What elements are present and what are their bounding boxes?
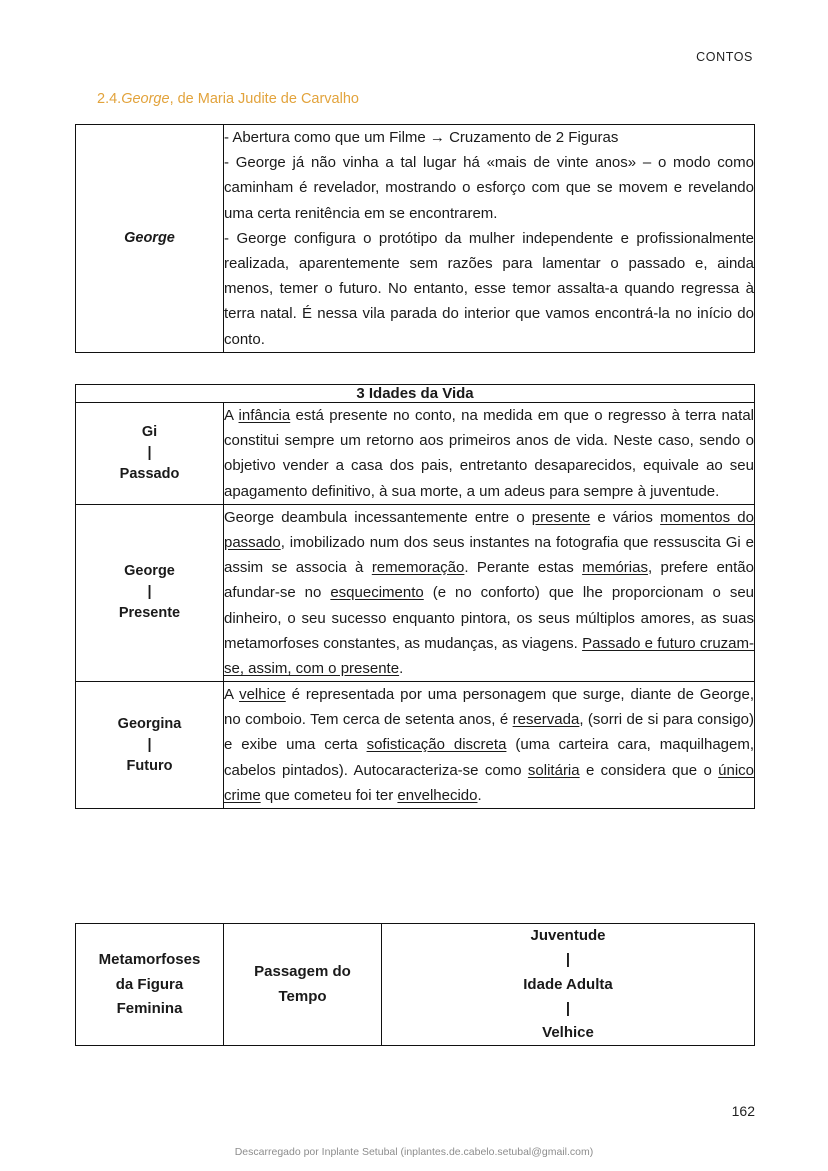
label-line-bottom: Passado: [119, 465, 180, 482]
stack-line: Feminina: [116, 999, 183, 1017]
label-line-top: Georgina: [117, 715, 182, 732]
paragraph: A infância está presente no conto, na medida em que o regresso à terra natal constitui sempre um retorno aos primeiros anos de vida. Neste caso, sendo o objetivo vender a casa dos pais, entretanto desaparecidos, equivale ao seu apagamento definitivo, à sua morte, a um adeus para sempre à juventude.: [224, 407, 754, 500]
section-work-title: George: [121, 91, 170, 107]
table-header-row: [76, 385, 755, 403]
row-content-gi-passado: [224, 403, 755, 505]
label-line-bar: |: [147, 736, 152, 753]
row-label-george: George: [76, 125, 224, 353]
row-label-george-presente: [76, 504, 224, 681]
table-row: [76, 125, 755, 353]
running-header: CONTOS: [696, 50, 753, 64]
table-row: [76, 924, 755, 1046]
table-row: [76, 682, 755, 809]
label-line-top: George: [124, 563, 175, 580]
row-label-gi-passado: [76, 403, 224, 505]
section-author: , de Maria Judite de Carvalho: [169, 91, 359, 107]
table-row: [76, 504, 755, 681]
page-number: 162: [731, 1103, 755, 1119]
stack-line: Passagem do: [254, 963, 351, 981]
stack-line: Juventude: [530, 927, 606, 944]
label-line-bottom: Futuro: [126, 757, 173, 774]
stack-line-bar: |: [565, 951, 571, 969]
download-watermark: Descarregado por Inplante Setubal (inplantes.de.cabelo.setubal@gmail.com): [234, 1146, 594, 1158]
table-metamorfoses: [75, 923, 755, 1046]
paragraph: George deambula incessantemente entre o presente e vários momentos do passado, imobilizado num dos seus instantes na fotografia que ressuscita Gi e assim se associa à rememoração. Perante estas memórias, prefere então afundar-se no esquecimento (e no conforto) que lhe proporcionam o seu dinheiro, o seu sucesso enquanto pintora, os seus múltiplos amores, as suas metamorfoses constantes, as mudanças, as viagens. Passado e futuro cruzam-se, assim, com o presente.: [224, 508, 755, 677]
cell-passagem-do-tempo: [224, 924, 382, 1046]
row-content-georgina-futuro: [224, 682, 755, 809]
section-number: 2.4.: [97, 91, 122, 107]
label-line-bar: |: [147, 444, 152, 461]
row-label-georgina-futuro: [76, 682, 224, 809]
row-content-george: [224, 125, 755, 353]
label-line-bottom: Presente: [118, 605, 181, 622]
label-line-top: Gi: [141, 423, 158, 440]
table-title-3-idades: 3 Idades da Vida: [76, 385, 755, 403]
paragraph: A velhice é representada por uma personagem que surge, diante de George, no comboio. Tem cerca de setenta anos, é reservada, (sorri de si para consigo) e exibe uma certa sofisticação discreta (uma carteira cara, maquilhagem, cabelos pintados). Autocaracteriza-se como solitária e considera que o único crime que cometeu foi ter envelhecido.: [224, 686, 755, 804]
page-title: [97, 91, 359, 107]
paragraph-2: - George já não vinha a tal lugar há «mais de vinte anos» – o modo como caminham é revelador, mostrando o esforço com que se movem e revelando uma certa renitência em se encontrarem.: [224, 154, 754, 222]
paragraph-3: - George configura o protótipo da mulher independente e profissionalmente realizada, aparentemente sem razões para lamentar o passado e, ainda menos, temer o futuro. No entanto, esse temor assalta-a quando regressa à terra natal. É nessa vila parada do interior que vamos encontrá-la no início do conto.: [224, 229, 754, 348]
cell-idades-sequence: [382, 924, 755, 1046]
table-george: [75, 124, 755, 353]
stack-line: Idade Adulta: [523, 975, 613, 993]
row-content-george-presente: [224, 504, 755, 681]
table-row: [76, 403, 755, 505]
stack-line: Metamorfoses: [98, 951, 201, 969]
stack-line-bar: |: [565, 999, 571, 1017]
cell-metamorfoses-figura-feminina: [76, 924, 224, 1046]
table-3-idades-da-vida: [75, 384, 755, 809]
stack-line: Tempo: [278, 987, 327, 1005]
stack-line: da Figura: [115, 975, 184, 993]
label-line-bar: |: [147, 584, 152, 601]
stack-line: Velhice: [542, 1024, 594, 1042]
paragraph-1: - Abertura como que um Filme → Cruzamento de 2 Figuras: [224, 129, 619, 146]
